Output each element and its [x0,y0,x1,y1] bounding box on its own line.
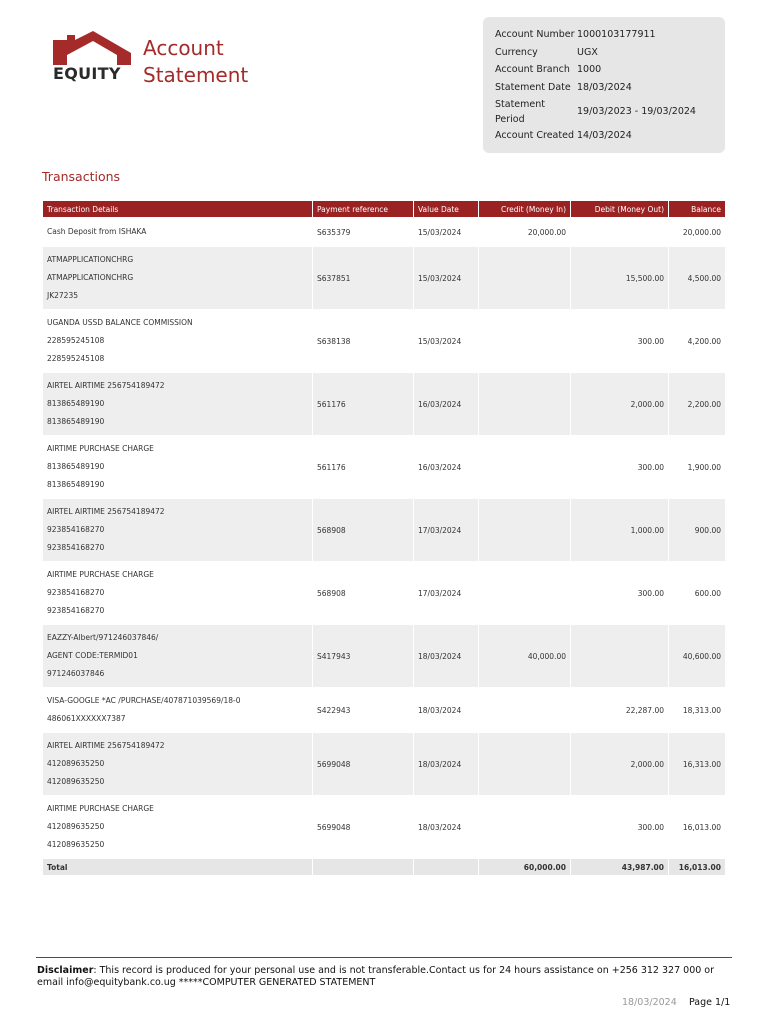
empty-cell [414,859,479,875]
payment-reference-cell: 561176 [313,373,414,435]
transaction-details-cell [43,795,313,859]
table-row [43,733,725,795]
info-value: 19/03/2023 - 19/03/2024 [577,106,696,117]
total-row [43,859,725,875]
payment-reference-cell: 5699048 [313,733,414,795]
table-row [43,561,725,625]
table-row [43,217,725,247]
credit-cell [479,687,571,733]
total-credit: 60,000.00 [479,859,571,875]
page-title [143,35,248,89]
column-header: Balance [669,201,725,217]
credit-cell [479,309,571,373]
value-date-cell: 16/03/2024 [414,435,479,499]
column-header: Debit (Money Out) [571,201,669,217]
debit-cell: 2,000.00 [571,373,669,435]
credit-cell [479,561,571,625]
credit-cell [479,247,571,309]
title-line-2: Statement [143,63,249,87]
info-value: 18/03/2024 [577,81,632,93]
value-date-cell: 15/03/2024 [414,309,479,373]
payment-reference-cell: 5699048 [313,795,414,859]
credit-cell: 40,000.00 [479,625,571,687]
table-header-row [43,201,725,217]
info-row-account-branch [495,61,715,79]
payment-reference-cell: 568908 [313,499,414,561]
balance-cell: 40,600.00 [669,625,725,687]
credit-cell: 20,000.00 [479,217,571,247]
payment-reference-cell: S637851 [313,247,414,309]
transaction-details-cell [43,247,313,309]
total-label: Total [43,859,313,875]
detail-line: 486061XXXXXX7387 [47,714,126,723]
detail-line: 923854168270 [47,606,105,615]
detail-line: AIRTIME PURCHASE CHARGE [47,804,154,813]
balance-cell: 2,200.00 [669,373,725,435]
account-info-box [483,17,725,153]
value-date-cell: 16/03/2024 [414,373,479,435]
detail-line: 412089635250 [47,777,105,786]
info-row-account-created [495,127,715,145]
payment-reference-cell: 561176 [313,435,414,499]
credit-cell [479,373,571,435]
info-label: Statement Period [495,98,545,125]
value-date-cell: 18/03/2024 [414,625,479,687]
column-header: Credit (Money In) [479,201,571,217]
value-date-cell: 15/03/2024 [414,217,479,247]
info-value: 1000103177911 [577,29,656,41]
debit-cell: 1,000.00 [571,499,669,561]
detail-line: AIRTIME PURCHASE CHARGE [47,570,154,579]
disclaimer-label: Disclaimer [37,965,94,976]
detail-line: EAZZY-Albert/971246037846/ [47,633,159,642]
debit-cell: 300.00 [571,561,669,625]
logo-wordmark: EQUITY [53,64,121,83]
detail-line: 923854168270 [47,588,105,597]
detail-line: 412089635250 [47,759,105,768]
empty-cell [313,859,414,875]
house-roof-icon [53,31,133,65]
table-row [43,435,725,499]
detail-line: AIRTIME PURCHASE CHARGE [47,444,154,453]
debit-cell: 2,000.00 [571,733,669,795]
info-row-currency [495,44,715,62]
credit-cell [479,795,571,859]
detail-line: UGANDA USSD BALANCE COMMISSION [47,318,193,327]
table-row [43,373,725,435]
transactions-table [43,201,725,875]
info-value: UGX [577,46,598,58]
balance-cell: 4,200.00 [687,336,721,346]
column-header: Value Date [414,201,479,217]
value-date-cell: 17/03/2024 [414,561,479,625]
value-date-cell: 18/03/2024 [414,733,479,795]
detail-line: 228595245108 [47,336,105,345]
transaction-details-cell [43,309,313,373]
detail-line: 228595245108 [47,354,105,363]
detail-line: 813865489190 [47,462,105,471]
value-date-cell: 18/03/2024 [414,795,479,859]
balance-cell: 16,313.00 [669,733,725,795]
debit-cell: 22,287.00 [571,687,669,733]
detail-line: 412089635250 [47,822,105,831]
value-date-cell: 18/03/2024 [414,687,479,733]
debit-cell [571,217,669,247]
table-row [43,309,725,373]
title-line-1: Account [143,36,224,60]
balance-cell: 600.00 [694,588,721,598]
detail-line: AIRTEL AIRTIME 256754189472 [47,741,165,750]
info-label: Account Number [495,29,575,41]
table-row [43,687,725,733]
balance-cell: 1,900.00 [687,462,721,472]
detail-line: AIRTEL AIRTIME 256754189472 [47,507,165,516]
column-header: Transaction Details [43,201,313,217]
detail-line: 412089635250 [47,840,105,849]
balance-cell: 900.00 [669,499,725,561]
transaction-details-cell [43,499,313,561]
detail-line: ATMAPPLICATIONCHRG [47,273,134,282]
transaction-details-cell [43,373,313,435]
transaction-details-cell [43,217,313,247]
debit-cell: 15,500.00 [571,247,669,309]
transaction-details-cell [43,435,313,499]
info-row-account-number [495,26,715,44]
transactions-heading: Transactions [42,169,121,184]
info-label: Account Branch [495,64,570,76]
detail-line: 923854168270 [47,525,105,534]
transaction-details-cell [43,687,313,733]
detail-line: 813865489190 [47,480,105,489]
balance-cell: 4,500.00 [669,247,725,309]
equity-logo [53,31,133,81]
credit-cell [479,435,571,499]
credit-cell [479,733,571,795]
balance-cell: 16,013.00 [682,822,721,832]
detail-line: 813865489190 [47,417,105,426]
detail-line: Cash Deposit from ISHAKA [47,227,147,236]
payment-reference-cell: 568908 [313,561,414,625]
table-row [43,795,725,859]
info-label: Currency [495,46,538,58]
disclaimer-text: : This record is produced for your personal use and is not transferable.Contact us for 24 hours assistance on +256 312 327 000 or email info@equitybank.co.ug *****COMPUTER GENERATED STATEMENT [37,965,715,988]
transaction-details-cell [43,625,313,687]
detail-line: 971246037846 [47,669,105,678]
credit-cell [479,499,571,561]
table-row [43,625,725,687]
footer-date: 18/03/2024 [622,997,677,1008]
disclaimer [37,965,737,989]
column-header: Payment reference [313,201,414,217]
table-row [43,247,725,309]
debit-cell: 300.00 [571,309,669,373]
detail-line: 813865489190 [47,399,105,408]
payment-reference-cell: S638138 [313,309,414,373]
info-row-statement-period [495,96,715,127]
detail-line: AIRTEL AIRTIME 256754189472 [47,381,165,390]
payment-reference-cell: S417943 [313,625,414,687]
info-label: Statement Date [495,81,571,93]
info-value: 14/03/2024 [577,130,632,142]
value-date-cell: 17/03/2024 [414,499,479,561]
detail-line: 923854168270 [47,543,105,552]
balance-cell: 18,313.00 [682,705,721,715]
detail-line: JK27235 [47,291,78,300]
debit-cell [571,625,669,687]
info-value: 1000 [577,64,602,76]
debit-cell: 300.00 [571,435,669,499]
footer-divider [36,957,732,958]
info-label: Account Created [495,130,574,142]
balance-cell: 20,000.00 [682,227,721,237]
total-balance: 16,013.00 [669,859,725,875]
detail-line: ATMAPPLICATIONCHRG [47,255,134,264]
page-number: Page 1/1 [689,997,731,1008]
transaction-details-cell [43,733,313,795]
table-row [43,499,725,561]
transactions-body [43,217,725,875]
payment-reference-cell: S635379 [313,217,414,247]
info-row-statement-date [495,79,715,97]
total-debit: 43,987.00 [571,859,669,875]
detail-line: VISA-GOOGLE *AC /PURCHASE/407871039569/18-0 [47,696,241,705]
detail-line: AGENT CODE:TERMID01 [47,651,138,660]
value-date-cell: 15/03/2024 [414,247,479,309]
debit-cell: 300.00 [571,795,669,859]
payment-reference-cell: S422943 [313,687,414,733]
transaction-details-cell [43,561,313,625]
